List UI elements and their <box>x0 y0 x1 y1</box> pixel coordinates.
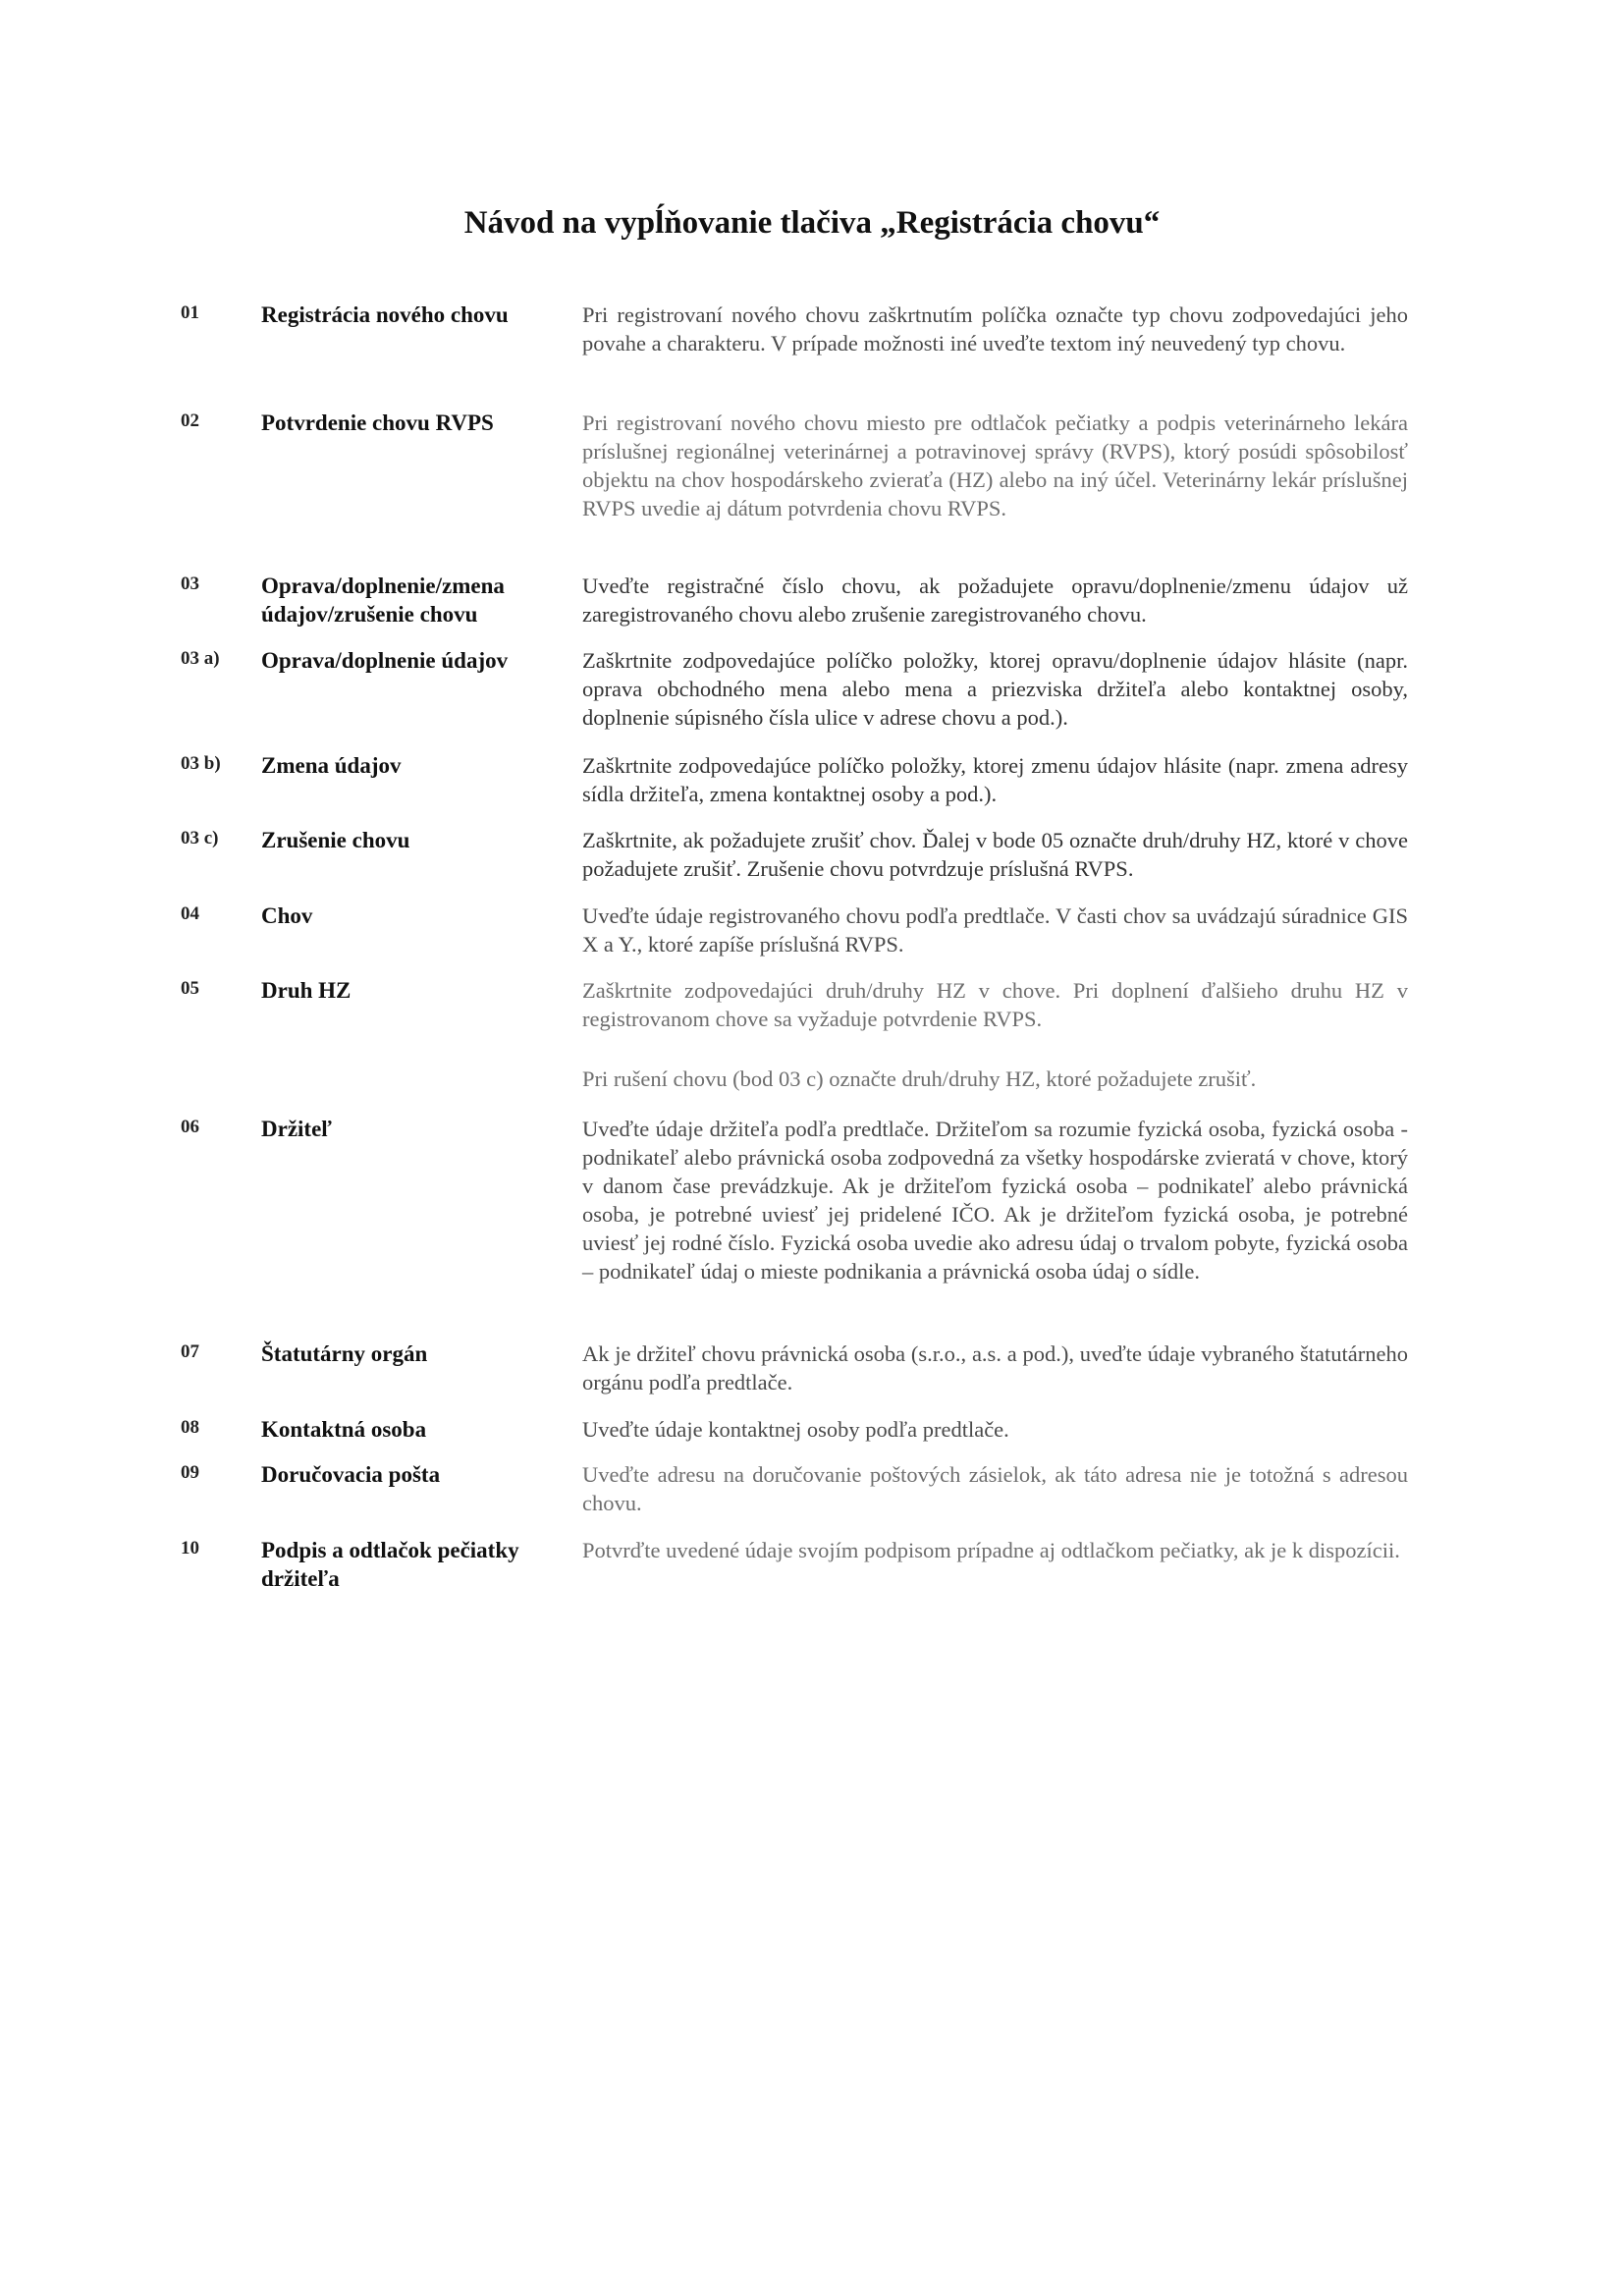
item-label: Potvrdenie chovu RVPS <box>261 410 494 435</box>
item-code: 03 <box>181 574 199 594</box>
item-label: Kontaktná osoba <box>261 1417 427 1442</box>
item-code: 03 b) <box>181 753 221 774</box>
item-text: Uveďte údaje kontaktnej osoby podľa predtlače. <box>582 1417 1009 1442</box>
item-label: Zmena údajov <box>261 753 402 778</box>
item-label: Držiteľ <box>261 1117 333 1141</box>
item-code: 01 <box>181 302 199 323</box>
item-label: Chov <box>261 903 313 928</box>
item-text: Uveďte údaje držiteľa podľa predtlače. Držiteľom sa rozumie fyzická osoba, fyzická osoba - podnikateľ alebo právnická osoba zodpovedná za všetky hospodárske zvieratá v chove, ktorý v danom čase prevádzkuje. Ak je držiteľom fyzická osoba – podnikateľ alebo právnická osoba, je potrebné uviesť jej pridelené IČO. Ak je držiteľom fyzická osoba, je potrebné uviesť jej rodné číslo. Fyzická osoba uvedie ako adresu údaj o trvalom pobyte, fyzická osoba – podnikateľ údaj o mieste podnikania a právnická osoba údaj o sídle. <box>582 1117 1408 1284</box>
item-text: Zaškrtnite zodpovedajúci druh/druhy HZ v chove. Pri doplnení ďalšieho druhu HZ v registrovanom chove sa vyžaduje potvrdenie RVPS. <box>582 978 1408 1031</box>
item-code: 05 <box>181 978 199 999</box>
item-label: Druh HZ <box>261 978 352 1003</box>
item-text: Uveďte adresu na doručovanie poštových zásielok, ak táto adresa nie je totožná s adresou chovu. <box>582 1462 1408 1515</box>
item-label: Štatutárny orgán <box>261 1341 428 1366</box>
item-text: Uveďte registračné číslo chovu, ak požadujete opravu/doplnenie/zmenu údajov už zaregistrovaného chovu alebo zrušenie zaregistrovaného chovu. <box>582 574 1408 627</box>
item-code: 03 a) <box>181 648 220 669</box>
item-text: Uveďte údaje registrovaného chovu podľa predtlače. V časti chov sa uvádzajú súradnice GIS X a Y., ktoré zapíše príslušná RVPS. <box>582 903 1408 957</box>
item-label: Registrácia nového chovu <box>261 302 509 327</box>
item-label: Oprava/doplnenie/zmena údajov/zrušenie chovu <box>261 574 505 627</box>
item-text: Zaškrtnite zodpovedajúce políčko položky, ktorej opravu/doplnenie údajov hlásite (napr. oprava obchodného mena alebo mena a priezviska držiteľa alebo kontaktnej osoby, doplnenie súpisného čísla ulice v adrese chovu a pod.). <box>582 648 1408 730</box>
item-text: Potvrďte uvedené údaje svojím podpisom prípadne aj odtlačkom pečiatky, ak je k dispozícii. <box>582 1538 1400 1562</box>
item-code: 03 c) <box>181 828 219 848</box>
item-label: Zrušenie chovu <box>261 828 410 852</box>
item-label: Podpis a odtlačok pečiatky držiteľa <box>261 1538 519 1591</box>
item-code: 10 <box>181 1538 199 1558</box>
item-code: 06 <box>181 1117 199 1137</box>
item-label: Doručovacia pošta <box>261 1462 441 1487</box>
item-text: Pri registrovaní nového chovu zaškrtnutím políčka označte typ chovu zodpovedajúci jeho povahe a charakteru. V prípade možnosti iné uveďte textom iný neuvedený typ chovu. <box>582 302 1408 355</box>
item-code: 02 <box>181 410 199 431</box>
item-text: Zaškrtnite zodpovedajúce políčko položky, ktorej zmenu údajov hlásite (napr. zmena adresy sídla držiteľa, zmena kontaktnej osoby a pod.). <box>582 753 1408 806</box>
item-code: 07 <box>181 1341 199 1362</box>
item-text: Zaškrtnite, ak požadujete zrušiť chov. Ďalej v bode 05 označte druh/druhy HZ, ktoré v chove požadujete zrušiť. Zrušenie chovu potvrdzuje príslušná RVPS. <box>582 828 1408 881</box>
item-label: Oprava/doplnenie údajov <box>261 648 509 673</box>
item-code: 09 <box>181 1462 199 1483</box>
page-title: Návod na vypĺňovanie tlačiva „Registrácia chovu“ <box>463 205 1161 241</box>
item-code: 04 <box>181 903 199 924</box>
item-code: 08 <box>181 1417 199 1438</box>
item-text: Pri registrovaní nového chovu miesto pre odtlačok pečiatky a podpis veterinárneho lekára príslušnej regionálnej veterinárnej a potravinovej správy (RVPS), ktorý posúdi spôsobilosť objektu na chov hospodárskeho zvieraťa (HZ) alebo na iný účel. Veterinárny lekár príslušnej RVPS uvedie aj dátum potvrdenia chovu RVPS. <box>582 410 1408 520</box>
item-text: Ak je držiteľ chovu právnická osoba (s.r.o., a.s. a pod.), uveďte údaje vybraného štatutárneho orgánu podľa predtlače. <box>582 1341 1408 1394</box>
item-text-note: Pri rušení chovu (bod 03 c) označte druh/druhy HZ, ktoré požadujete zrušiť. <box>582 1066 1257 1091</box>
